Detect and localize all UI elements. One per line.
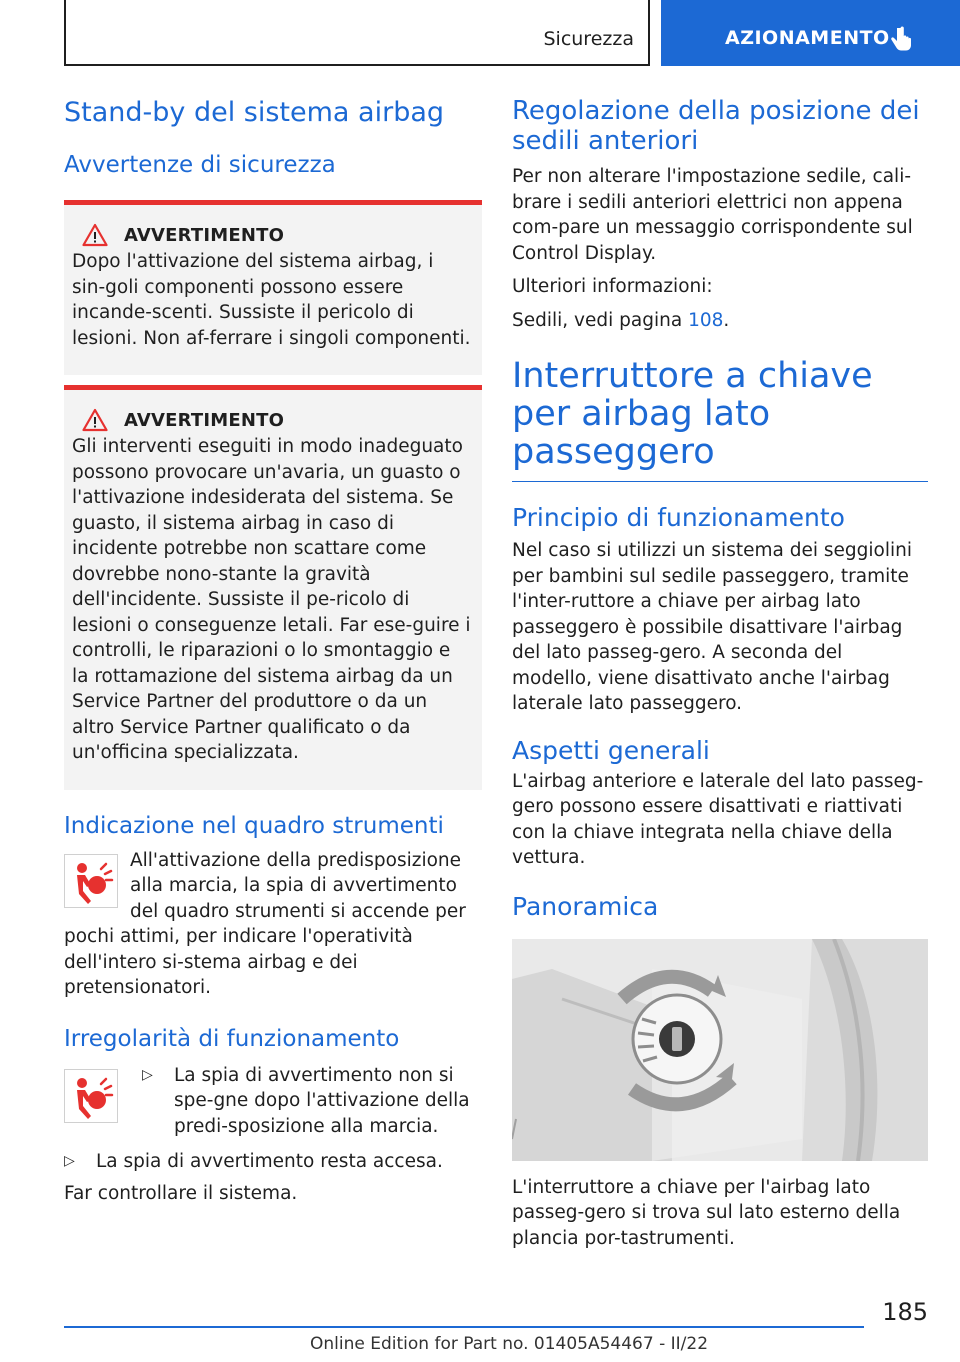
malfunction-closing: Far controllare il sistema. xyxy=(64,1182,298,1204)
left-column xyxy=(64,96,482,1206)
safety-subtitle: Avvertenze di sicurezza xyxy=(64,152,336,178)
switch-title: Interruttore a chiave per airbag lato passeggero xyxy=(512,356,873,472)
seats-reference: Sedili, vedi pagina 108. xyxy=(512,309,730,331)
header-tab-label: AZIONAMENTO xyxy=(725,27,890,49)
photo-caption: L'interruttore a chiave per l'airbag lato passeg-gero si trova sul lato esterno della plancia por-tastrumenti. xyxy=(512,1176,901,1249)
right-column xyxy=(512,96,928,1251)
principle-text: Nel caso si utilizzi un sistema dei seggiolini per bambini sul sedile passeggero, tramite l'inter-ruttore a chiave per airbag lato passeggero è possibile disattivare l'airbag del lato passeg-gero. A seconda del modello, viene disattivato anche l'airbag laterale lato passeggero. xyxy=(512,540,912,714)
page-title: Stand-by del sistema airbag xyxy=(64,97,445,128)
warning-text: Gli interventi eseguiti in modo inadeguato possono provocare un'avaria, un guasto o l'attivazione indesiderata del sistema. Se guasto, il sistema airbag in caso di incidente potrebbe non scattare come dovrebbe nono-stante la gravità dell'incidente. Sussiste il pe-ricolo di lesioni o conseguenze letali. Far ese-guire i controlli, le riparazioni o lo smontaggio e la rottamazione del sistema airbag da un Service Partner del produttore o da un altro Service Partner qualificato o da un'officina specializzata. xyxy=(72,436,471,763)
malfunction-heading: Irregolarità di funzionamento xyxy=(64,1025,400,1052)
warning-label: AVVERTIMENTO xyxy=(124,224,285,246)
overview-heading: Panoramica xyxy=(512,891,659,921)
seats-heading: Regolazione della posizione dei sedili anteriori xyxy=(512,96,920,156)
key-switch-photo xyxy=(512,939,928,1161)
warning-box-1 xyxy=(64,200,482,375)
page-number: 185 xyxy=(882,1298,928,1326)
general-text: L'airbag anteriore e laterale del lato passeg-gero possono essere disattivati e riattivati con la chiave integrata nella chiave della vettura. xyxy=(512,770,924,868)
seats-text: Per non alterare l'impostazione sedile, cali-brare i sedili anteriori elettrici non appena com-pare un messaggio corrispondente sul Control Display. xyxy=(512,166,913,264)
indicator-text: All'attivazione della predisposizione alla marcia, la spia di avvertimento del quadro strumenti si accende per pochi attimi, per indicare l'operatività dell'intero si-stema airbag e dei pretensionatori. xyxy=(64,849,466,998)
seats-more: Ulteriori informazioni: xyxy=(512,276,713,297)
warning-box-2 xyxy=(64,385,482,790)
general-heading: Aspetti generali xyxy=(512,735,710,765)
footer-rule xyxy=(64,1326,864,1328)
list-item: ▷ La spia di avvertimento resta accesa. xyxy=(64,1149,482,1175)
header-box xyxy=(64,0,650,66)
switch-title-block xyxy=(512,357,928,482)
indicator-heading: Indicazione nel quadro strumenti xyxy=(64,812,444,839)
airbag-warning-lamp-icon xyxy=(64,1069,118,1123)
header-tab[interactable] xyxy=(661,0,960,66)
airbag-warning-lamp-icon xyxy=(64,854,118,908)
malfunction-section xyxy=(64,1063,482,1140)
header-section: Sicurezza xyxy=(543,28,634,50)
warning-text: Dopo l'attivazione del sistema airbag, i sin-goli componenti possono essere incande-scenti. Sussiste il pericolo di lesioni. Non af-ferrare i singoli componenti. xyxy=(72,251,471,349)
bullet-triangle-icon: ▷ xyxy=(142,1066,153,1083)
principle-heading: Principio di funzionamento xyxy=(512,503,845,532)
page-reference-link[interactable]: 108 xyxy=(688,309,724,331)
hand-pointer-icon xyxy=(886,24,916,54)
warning-icon xyxy=(82,223,108,247)
warning-icon xyxy=(82,408,108,432)
indicator-section xyxy=(64,848,482,1001)
list-item: ▷ La spia di avvertimento non si spe-gne dopo l'attivazione della predi-sposizione alla marcia. xyxy=(142,1063,482,1140)
key-switch-illustration xyxy=(512,939,928,1161)
bullet-triangle-icon: ▷ xyxy=(64,1153,75,1169)
footer-edition: Online Edition for Part no. 01405A54467 - II/22 xyxy=(310,1334,709,1354)
warning-label: AVVERTIMENTO xyxy=(124,409,285,431)
